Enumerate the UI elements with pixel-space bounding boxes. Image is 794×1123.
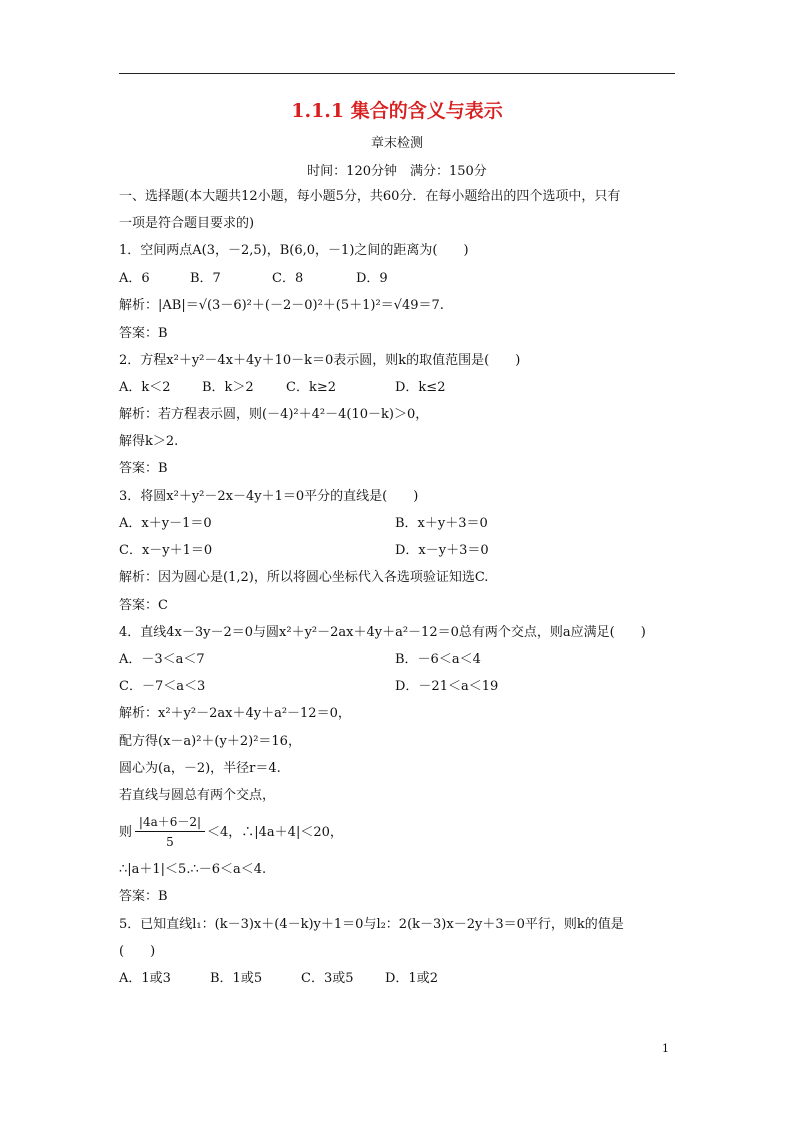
q1-option-b: B．7 <box>190 271 221 286</box>
q3-option-d: D．x－y＋3＝0 <box>395 543 489 558</box>
q2-analysis: 解析：若方程表示圆，则(－4)²＋4²－4(10－k)＞0， <box>119 407 429 422</box>
q4-option-b: B．－6＜a＜4 <box>395 652 481 667</box>
q5-stem: 5．已知直线l₁：(k－3)x＋(4－k)y＋1＝0与l₂：2(k－3)x－2y＋3＝0平行，则k的值是 <box>119 917 624 932</box>
instructions-line-2: 一项是符合题目要求的) <box>119 216 255 231</box>
q3-answer: 答案：C <box>119 598 168 613</box>
q2-option-b: B．k＞2 <box>202 380 254 395</box>
q3-analysis: 解析：因为圆心是(1,2)，所以将圆心坐标代入各选项验证知选C. <box>119 570 489 585</box>
q2-option-d: D．k≤2 <box>395 380 446 395</box>
q4-fraction-suffix: ＜4，∴|4a＋4|＜20， <box>207 825 343 840</box>
q3-option-b: B．x＋y＋3＝0 <box>395 516 488 531</box>
instructions-line-1: 一、选择题(本大题共12小题，每小题5分，共60分．在每小题给出的四个选项中，只有 <box>119 189 621 204</box>
q5-option-a: A．1或3 <box>119 971 171 986</box>
q4-option-d: D．－21＜a＜19 <box>395 679 499 694</box>
header-rule <box>119 73 675 74</box>
q3-option-c: C．x－y＋1＝0 <box>119 543 213 558</box>
q2-stem: 2．方程x²＋y²－4x＋4y＋10－k＝0表示圆，则k的取值范围是( ) <box>119 353 521 368</box>
q1-analysis: 解析：|AB|＝√(3－6)²＋(－2－0)²＋(5＋1)²＝√49＝7. <box>119 298 444 313</box>
page-number: 1 <box>662 1042 669 1055</box>
q4-fraction-prefix: 则 <box>119 825 133 840</box>
q1-stem: 1．空间两点A(3，－2,5)，B(6,0，－1)之间的距离为( ) <box>119 243 469 258</box>
q5-option-d: D．1或2 <box>385 971 438 986</box>
q4-step-3: 若直线与圆总有两个交点， <box>119 788 276 803</box>
q4-option-c: C．－7＜a＜3 <box>119 679 206 694</box>
q1-answer: 答案：B <box>119 326 168 341</box>
q4-fraction-numerator: |4a＋6－2| <box>135 814 205 832</box>
q3-stem: 3．将圆x²＋y²－2x－4y＋1＝0平分的直线是( ) <box>119 489 419 504</box>
q3-option-a: A．x＋y－1＝0 <box>119 516 212 531</box>
q2-analysis-2: 解得k＞2. <box>119 434 179 449</box>
q4-fraction-denominator: 5 <box>166 835 174 849</box>
q4-stem: 4．直线4x－3y－2＝0与圆x²＋y²－2ax＋4y＋a²－12＝0总有两个交点，则a应满足( ) <box>119 625 646 640</box>
q4-option-a: A．－3＜a＜7 <box>119 652 205 667</box>
page-title: 1.1.1 集合的含义与表示 <box>291 100 503 122</box>
q5-option-c: C．3或5 <box>301 971 354 986</box>
q4-fraction <box>135 814 205 850</box>
q5-option-b: B．1或5 <box>210 971 263 986</box>
q2-answer: 答案：B <box>119 461 168 476</box>
page-subtitle: 章末检测 <box>370 136 423 151</box>
q1-option-d: D．9 <box>356 271 388 286</box>
q4-step-2: 圆心为(a，－2)，半径r＝4. <box>119 761 281 776</box>
q4-step-1: 配方得(x－a)²＋(y＋2)²＝16， <box>119 734 301 749</box>
q5-stem-2: ( ) <box>119 944 156 959</box>
q4-analysis: 解析：x²＋y²－2ax＋4y＋a²－12＝0， <box>119 706 351 721</box>
time-info: 时间：120分钟 满分：150分 <box>307 164 487 179</box>
q4-answer: 答案：B <box>119 889 168 904</box>
q2-option-a: A．k＜2 <box>119 380 171 395</box>
q1-option-c: C．8 <box>272 271 304 286</box>
q2-option-c: C．k≥2 <box>286 380 336 395</box>
q4-step-5: ∴|a＋1|＜5.∴－6＜a＜4. <box>119 862 267 877</box>
q1-option-a: A．6 <box>119 271 150 286</box>
